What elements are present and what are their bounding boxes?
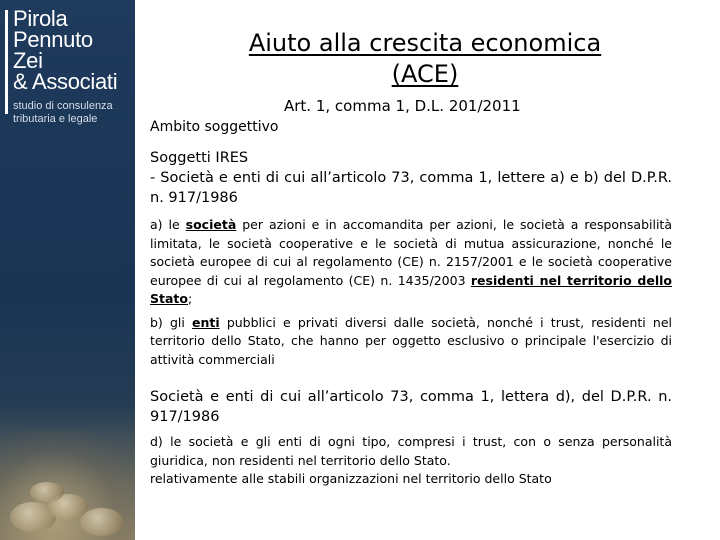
section-label: Ambito soggettivo	[150, 119, 279, 135]
item-b-rest: pubblici e privati diversi dalle società, nonché i trust, residenti nel territorio dello Stato, che hanno per oggetto esclusivo o principale l'esercizio di attività commerciali	[150, 314, 673, 367]
item-d: d) le società e gli enti di ogni tipo, compresi i trust, con o senza personalità giuridica, non residenti nel territorio dello Stato.	[150, 434, 672, 468]
ires-intro: - Società e enti di cui all’articolo 73, comma 1, lettere a) e b) del D.P.R. n. 917/1986	[150, 170, 672, 206]
logo-line: & Associati	[13, 69, 118, 94]
item-a-prefix: a) le	[150, 217, 186, 232]
logo-bar	[5, 10, 8, 114]
tagline-line: studio di consulenza	[13, 100, 113, 112]
item-b-emph-enti: enti	[192, 314, 220, 330]
slide-subtitle: Art. 1, comma 1, D.L. 201/2011	[284, 97, 521, 115]
brand-sidebar	[0, 0, 135, 540]
title-line-2: (ACE)	[391, 60, 459, 88]
item-a	[150, 216, 672, 309]
item-b-prefix: b) gli	[150, 314, 193, 330]
logo-line: Pennuto	[13, 27, 93, 52]
item-a-suffix: ;	[187, 291, 193, 306]
logo-line: Zei	[13, 48, 43, 73]
final-line: relativamente alle stabili organizzazioni nel territorio dello Stato	[150, 471, 552, 486]
item-a-emph-residenti: residenti nel territorio dello Stato	[150, 272, 672, 306]
second-intro: Società e enti di cui all’articolo 73, comma 1, lettera d), del D.P.R. n. 917/1986	[150, 389, 672, 425]
ires-heading: Soggetti IRES	[150, 150, 249, 166]
item-a-middle: per azioni e in accomandita per azioni, le società a responsabilità limitata, le società cooperative e le società di mutua assicurazione, nonché le società europee di cui al regolamento (CE) n. 2157/2001 e le società cooperative europee di cui al regolamento (CE) n. 1435/2003	[150, 217, 672, 288]
company-logo	[13, 8, 117, 92]
tagline-line: tributaria e legale	[13, 113, 98, 125]
coins-image	[0, 430, 135, 540]
item-b	[150, 314, 672, 370]
logo-line: Pirola	[13, 6, 68, 31]
slide-body	[150, 148, 672, 489]
slide-title	[200, 28, 650, 90]
item-a-emph-societa: società	[185, 217, 237, 232]
title-line-1: Aiuto alla crescita economica	[248, 29, 602, 57]
logo-tagline	[13, 100, 113, 126]
